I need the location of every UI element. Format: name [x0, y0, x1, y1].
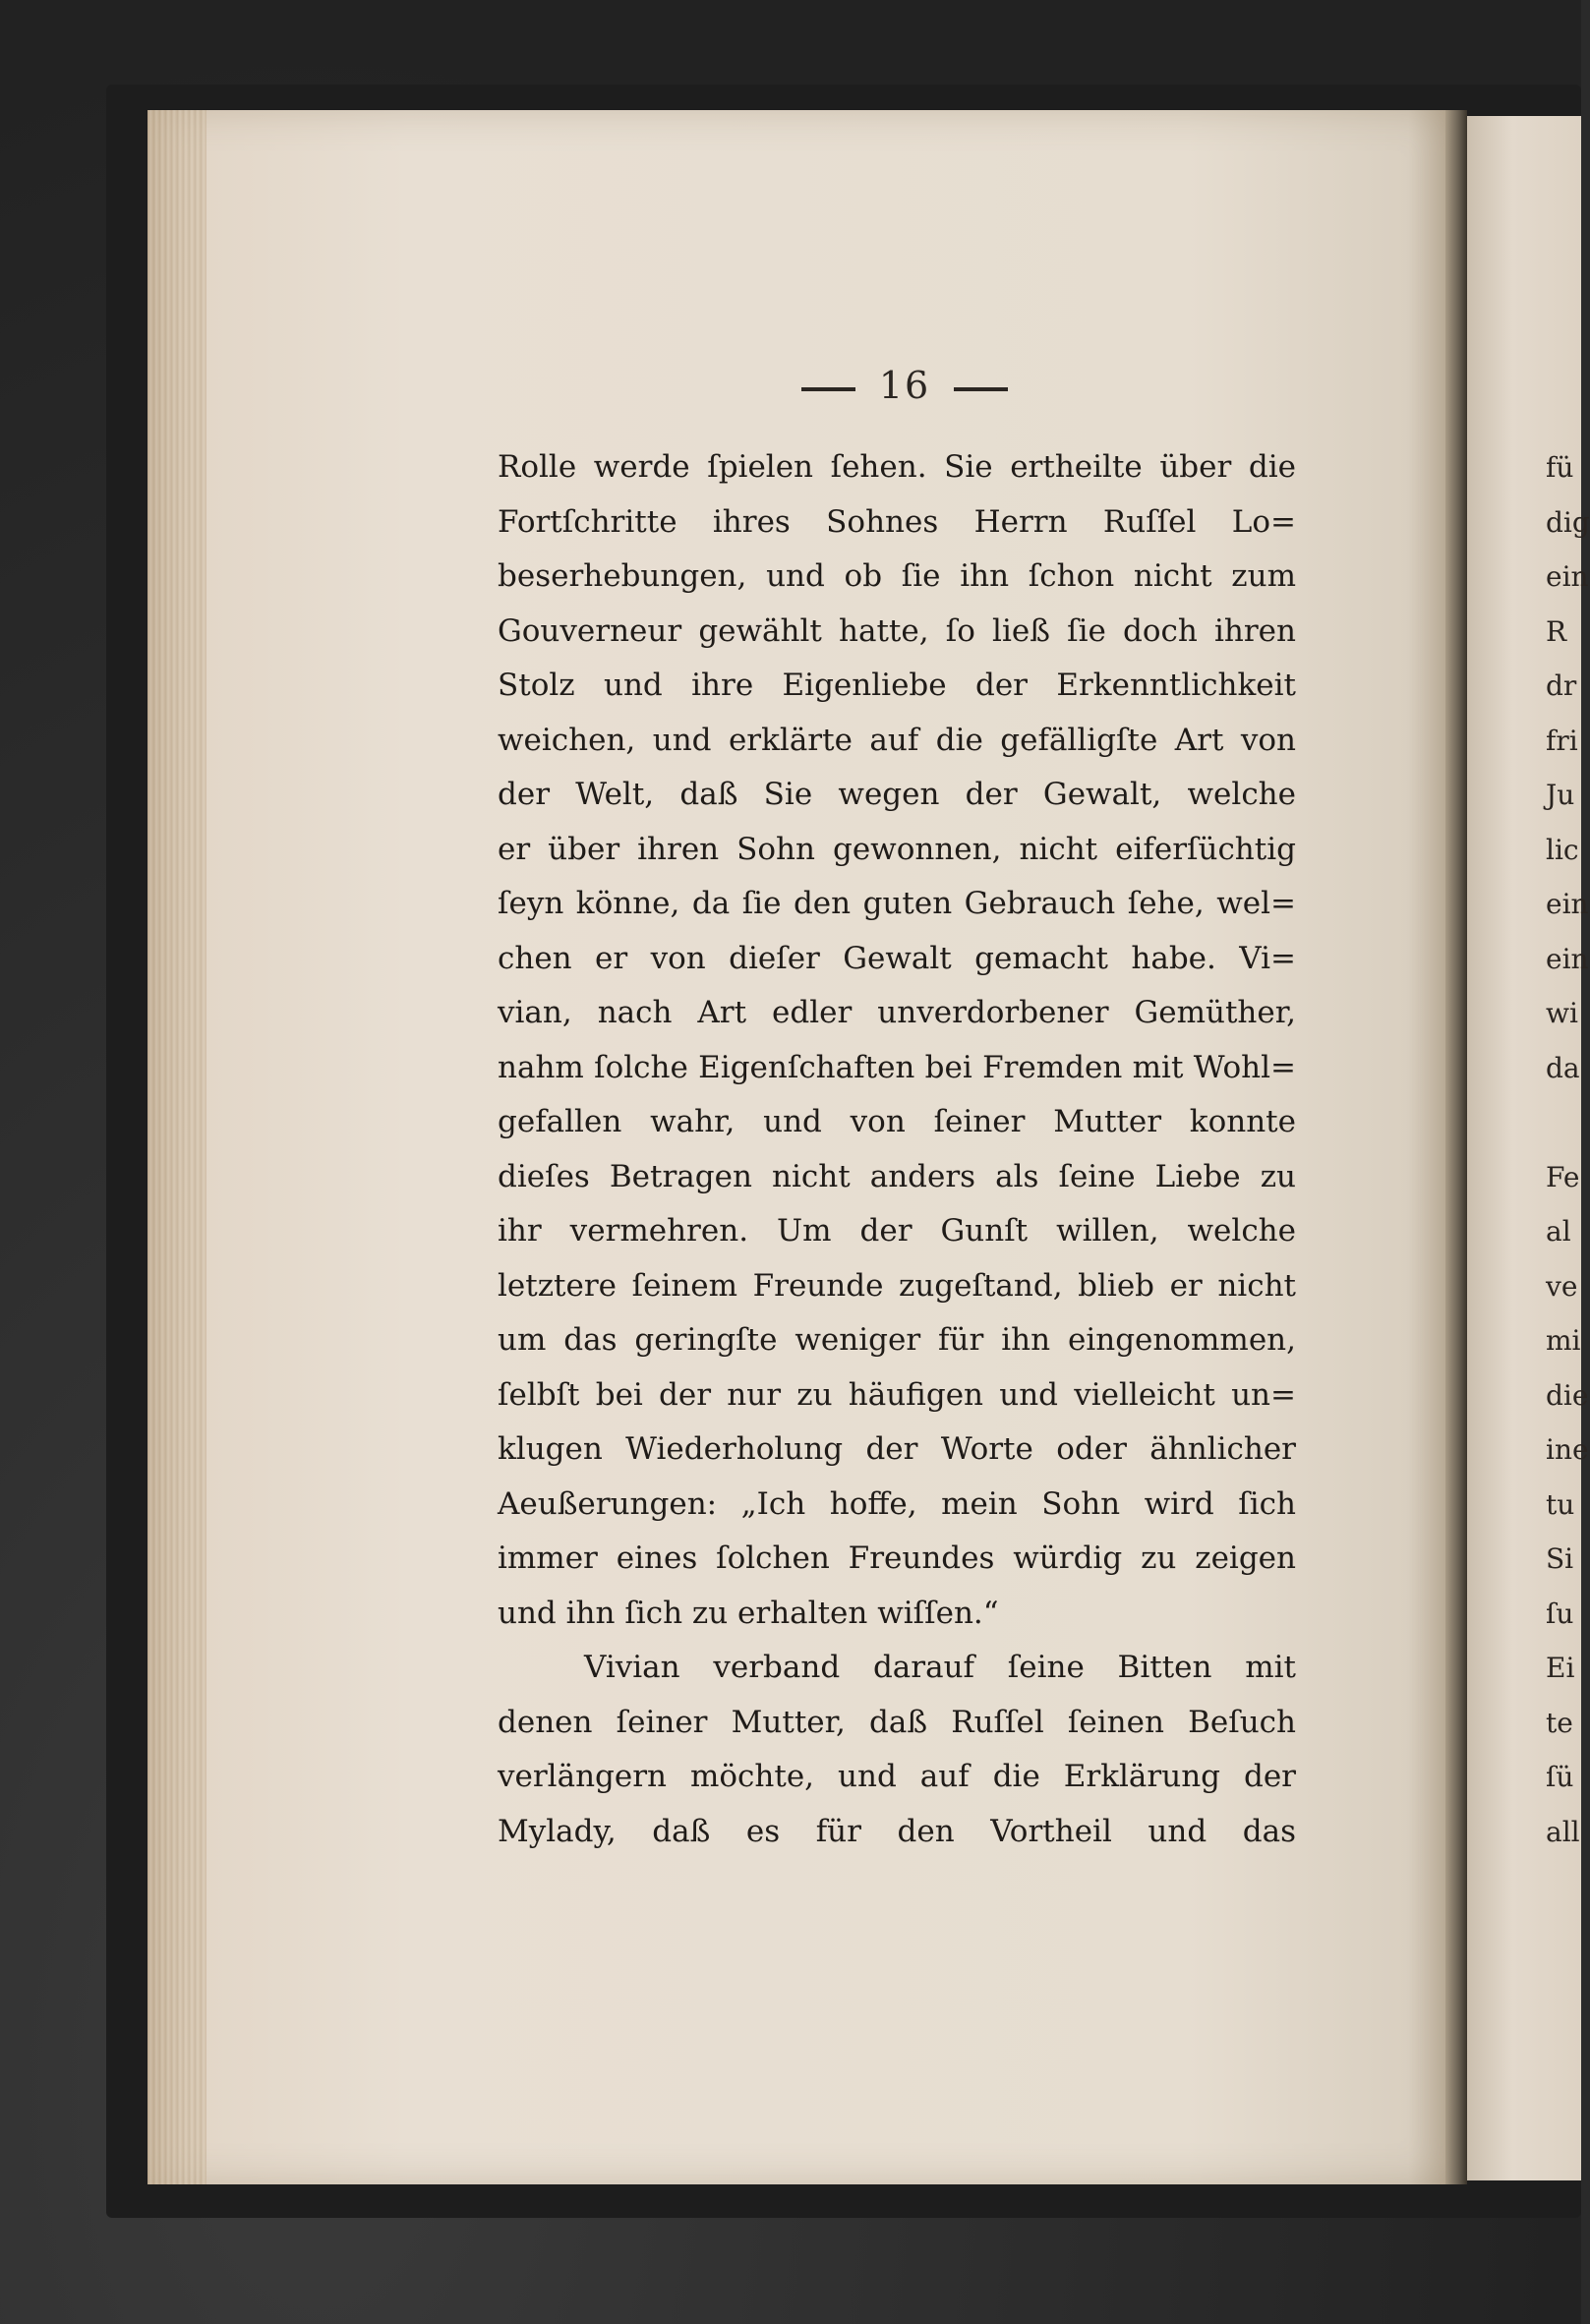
fragment: te	[1546, 1706, 1573, 1739]
fragment: ein	[1546, 942, 1589, 975]
text-line: und ihn ſich zu erhalten wiſſen.“	[498, 1595, 999, 1631]
body-text	[498, 440, 1296, 1859]
text-line: Aeußerungen: „Ich hoffe, mein Sohn wird ſich	[498, 1485, 1296, 1522]
text-line: weichen, und erklärte auf die gefälligſte Art von	[498, 722, 1296, 758]
text-line: Fortſchritte ihres Sohnes Herrn Ruſſel Lo=	[498, 503, 1296, 540]
fragment: fri	[1546, 724, 1578, 757]
text-line: Mylady, daß es für den Vortheil und das	[498, 1813, 1296, 1849]
fragment: ſu	[1546, 1597, 1574, 1630]
text-line: Gouverneur gewählt hatte, ſo ließ ſie doch ihren	[498, 612, 1296, 649]
text-line: um das geringſte weniger für ihn eingenommen,	[498, 1322, 1296, 1358]
text-line: vian, nach Art edler unverdorbener Gemüther,	[498, 995, 1296, 1030]
fragment: die	[1546, 1378, 1589, 1412]
text-line: gefallen wahr, und von ſeiner Mutter konnte	[498, 1104, 1296, 1139]
fragment: all	[1546, 1815, 1580, 1848]
fragment: da	[1546, 1051, 1580, 1084]
text-line: nahm ſolche Eigenſchaften bei Fremden mit Wohl=	[498, 1049, 1296, 1085]
right-page-fragments	[1546, 440, 1590, 1859]
fragment: tu	[1546, 1487, 1575, 1521]
fragment: dr	[1546, 669, 1577, 702]
fragment: mi	[1546, 1324, 1581, 1357]
fragment: dig	[1546, 505, 1590, 539]
page-edges	[147, 110, 206, 2184]
text-line: er über ihren Sohn gewonnen, nicht eiferſüchtig	[498, 831, 1296, 867]
fragment: Si	[1546, 1542, 1574, 1575]
fragment: ve	[1546, 1269, 1578, 1303]
text-line: der Welt, daß Sie wegen der Gewalt, welche	[498, 777, 1296, 812]
text-line: ſeyn könne, da ſie den guten Gebrauch ſehe, wel=	[498, 886, 1296, 921]
fragment: Fe	[1546, 1160, 1580, 1193]
text-line: letztere ſeinem Freunde zugeſtand, blieb er nicht	[498, 1267, 1296, 1304]
fragment: ſü	[1546, 1761, 1574, 1793]
text-line: beserhebungen, und ob ſie ihn ſchon nicht zum	[498, 558, 1296, 594]
fragment: ein	[1546, 888, 1589, 920]
text-line: chen er von dieſer Gewalt gemacht habe. Vi=	[498, 940, 1296, 976]
fragment: ine	[1546, 1433, 1589, 1466]
text-line: denen ſeiner Mutter, daß Ruſſel ſeinen Beſuch	[498, 1704, 1296, 1740]
text-line: Vivian verband darauf ſeine Bitten mit	[584, 1650, 1296, 1685]
book-gutter	[1445, 110, 1467, 2184]
text-line: verlängern möchte, und auf die Erklärung der	[498, 1759, 1296, 1794]
text-line: ſelbſt bei der nur zu häufigen und vielleicht un=	[498, 1376, 1296, 1413]
fragment: al	[1546, 1215, 1571, 1248]
fragment: R	[1546, 614, 1567, 648]
text-line: klugen Wiederholung der Worte oder ähnlicher	[498, 1431, 1296, 1467]
fragment: Ei	[1546, 1652, 1575, 1684]
fragment: wi	[1546, 997, 1578, 1029]
fragment: fü	[1546, 451, 1574, 484]
text-line: ihr vermehren. Um der Gunſt willen, welche	[498, 1213, 1296, 1249]
text-line: dieſes Betragen nicht anders als ſeine Liebe zu	[498, 1158, 1296, 1194]
text-line: immer eines ſolchen Freundes würdig zu zeigen	[498, 1540, 1296, 1576]
fragment: Ju	[1546, 779, 1575, 811]
page-number: 16	[777, 364, 1032, 407]
fragment: ein	[1546, 560, 1589, 593]
text-line: Stolz und ihre Eigenliebe der Erkenntlichkeit	[498, 668, 1296, 703]
fragment	[1546, 1095, 1581, 1150]
fragment: lic	[1546, 833, 1579, 866]
text-line: Rolle werde ſpielen ſehen. Sie ertheilte über die	[498, 449, 1296, 485]
